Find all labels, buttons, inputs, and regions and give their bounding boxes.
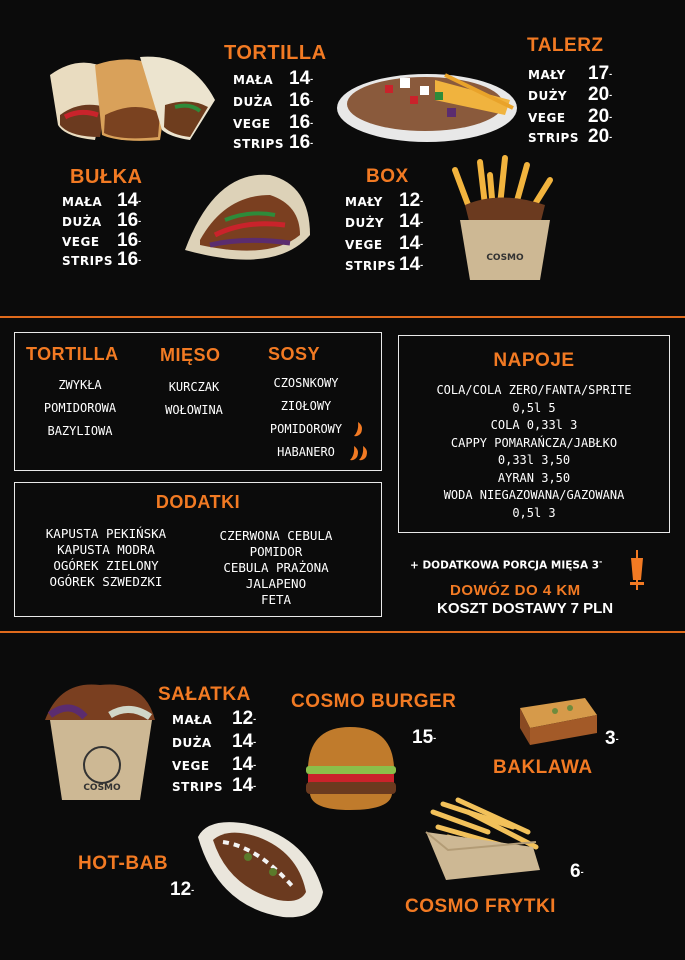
size-label: VEGE [62,235,100,249]
napoje-list [398,382,670,522]
price: 14- [117,190,142,211]
frytki-price: 6- [570,861,584,882]
size-label: VEGE [345,238,383,252]
price: 14- [399,233,424,254]
price: 16- [289,132,314,153]
list-item: KURCZAK [168,380,220,394]
extra-meat-note: + DODATKOWA PORCJA MIĘSA 3- [410,557,603,572]
tortilla-wrap-image [40,45,220,145]
list-item: FETA [260,592,292,607]
price: 16- [289,112,314,133]
napoje-title: NAPOJE [493,350,575,371]
size-label: MAŁY [528,68,566,82]
size-label: STRIPS [345,259,396,273]
list-item: OGÓREK ZIELONY [53,558,159,573]
price: 12- [232,708,257,729]
drink-line: 0,5l 3 [512,505,556,520]
size-label: MAŁA [62,195,103,209]
salatka-salad-image [40,675,160,805]
size-label: DUŻA [233,95,273,109]
size-label: MAŁA [172,713,213,727]
price: 20- [588,126,613,147]
chili-pepper-icon [348,444,370,462]
size-label: VEGE [233,117,271,131]
size-label: MAŁA [233,73,274,87]
list-item: ZIOŁOWY [280,399,332,413]
section-divider [0,316,685,318]
size-label: MAŁY [345,195,383,209]
drink-line: 0,5l 5 [512,400,556,415]
price: 14- [399,254,424,275]
drink-line: 0,33l 3,50 [497,453,571,467]
list-item: CZOSNKOWY [273,376,339,390]
price: 14- [399,211,424,232]
price: 14- [232,731,257,752]
burger-title: COSMO BURGER [291,691,457,712]
frytki-fries-image [418,792,546,887]
list-item: ZWYKŁA [58,378,102,392]
size-label: STRIPS [233,137,284,151]
list-item: POMIDOROWA [43,401,117,415]
price: 16- [117,210,142,231]
chili-pepper-icon [352,420,366,438]
price: 14- [232,775,257,796]
size-label: VEGE [172,759,210,773]
bulka-title: BUŁKA [70,166,143,188]
list-item: CZERWONA CEBULA [219,528,333,543]
list-item: KAPUSTA MODRA [57,542,155,557]
list-item: POMIDOR [249,544,303,559]
list-item: OGÓREK SZWEDZKI [49,574,163,589]
box-title: BOX [366,166,409,187]
delivery-range: DOWÓZ DO 4 KM [450,582,581,599]
list-item: CEBULA PRAŻONA [223,560,329,575]
size-label: STRIPS [172,780,223,794]
price: 16- [117,230,142,251]
options-mieso-title: MIĘSO [160,345,221,365]
section-divider [0,631,685,633]
price: 20- [588,84,613,105]
price: 14- [232,754,257,775]
drink-line: COLA/COLA ZERO/FANTA/SPRITE [436,383,632,397]
burger-image [300,722,400,812]
frytki-title: COSMO FRYTKI [405,896,556,917]
talerz-plate-image [335,60,520,145]
size-label: VEGE [528,111,566,125]
hotbab-price: 12- [170,879,195,900]
drink-line: WODA NIEGAZOWANA/GAZOWANA [443,488,625,502]
price: 12- [399,190,424,211]
list-item: HABANERO [277,445,335,459]
hotbab-image [188,812,328,922]
hotbab-title: HOT-BAB [78,853,169,874]
size-label: DUŻY [528,89,568,103]
burger-price: 15- [412,727,437,748]
bulka-bread-image [175,165,315,275]
dodatki-right-list [196,528,356,608]
price: 14- [289,68,314,89]
box-fries-image [445,150,560,285]
delivery-cost: KOSZT DOSTAWY 7 PLN [437,600,614,617]
baklawa-price: 3- [605,728,619,749]
kebab-spit-icon [628,550,646,590]
drink-line: CAPPY POMARAŃCZA/JABŁKO [450,435,618,450]
list-item: KAPUSTA PEKIŃSKA [45,526,167,541]
dodatki-left-list [26,526,186,590]
size-label: DUŻA [172,736,212,750]
mieso-options-list [150,376,238,422]
options-sosy-title: SOSY [268,344,321,364]
svg-text:COSMO: COSMO [83,783,121,793]
price: 20- [588,106,613,127]
size-label: STRIPS [62,254,113,268]
talerz-title: TALERZ [527,35,604,56]
salatka-title: SAŁATKA [158,684,251,705]
dodatki-title: DODATKI [155,492,241,512]
list-item: JALAPENO [245,576,307,591]
price: 16- [117,249,142,270]
size-label: DUŻY [345,216,385,230]
tortilla-title: TORTILLA [224,42,327,64]
list-item: WOŁOWINA [165,403,223,417]
drink-line: AYRAN 3,50 [497,470,571,485]
size-label: STRIPS [528,131,579,145]
sosy-options-list [256,372,356,464]
list-item: BAZYLIOWA [47,424,113,438]
cosmo-logo: COSMO [486,253,524,263]
baklawa-title: BAKLAWA [493,757,593,778]
price: 16- [289,90,314,111]
size-label: DUŻA [62,215,102,229]
price: 17- [588,63,613,84]
baklawa-image [515,693,600,751]
tortilla-options-list [28,374,132,443]
list-item: POMIDOROWY [269,422,343,436]
drink-line: COLA 0,33l 3 [490,418,578,432]
options-tortilla-title: TORTILLA [26,344,119,364]
